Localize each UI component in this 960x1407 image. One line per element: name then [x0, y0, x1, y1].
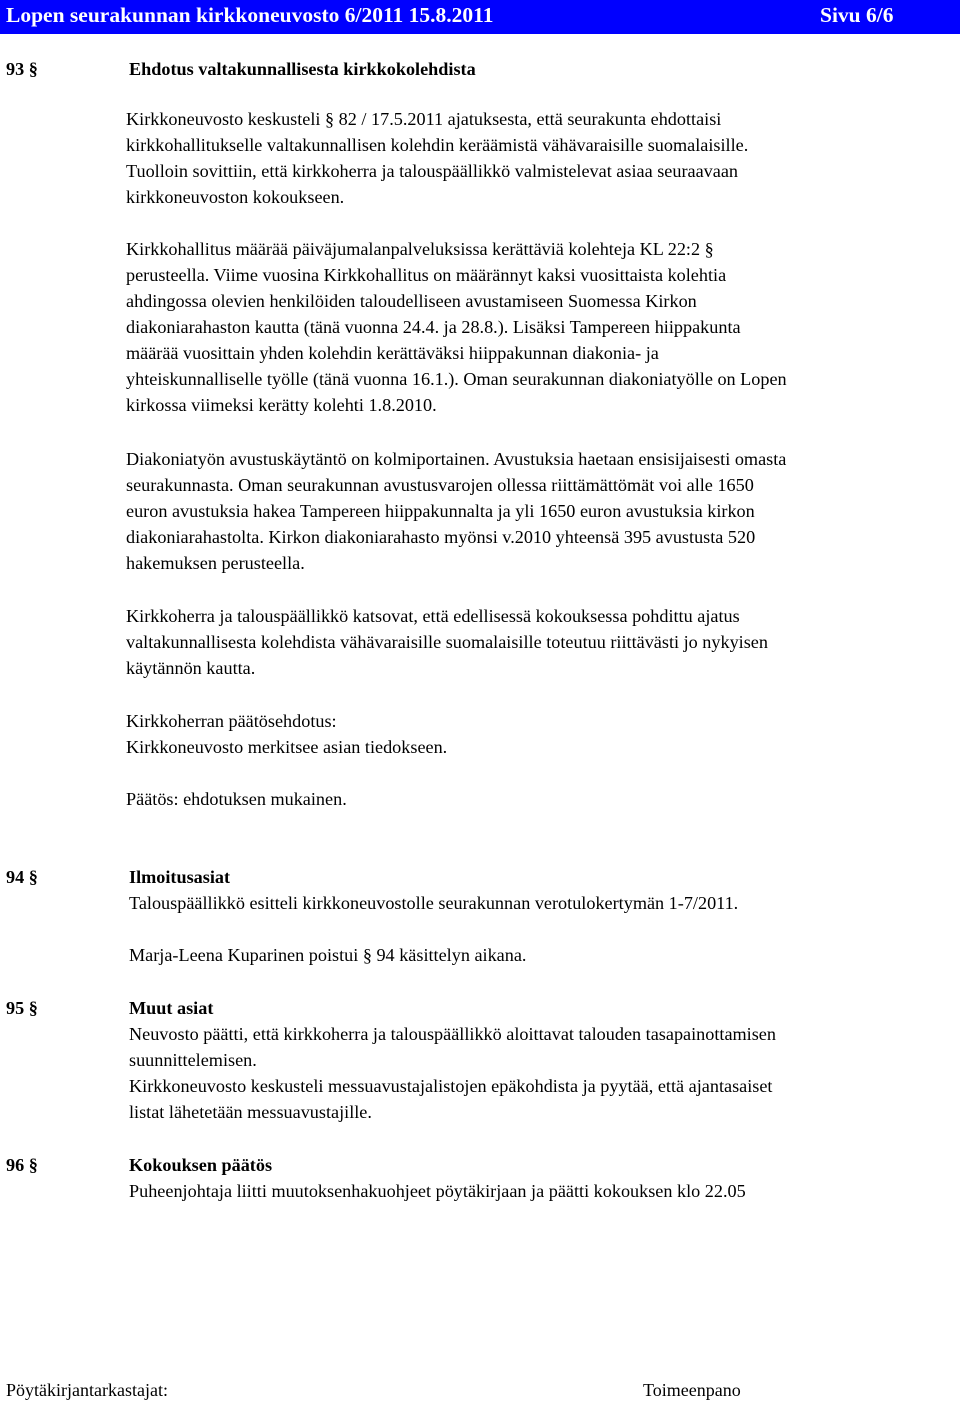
section-number: 96 § — [6, 1155, 38, 1175]
paragraph-line: kirkkoneuvoston kokoukseen. — [126, 187, 345, 207]
paragraph-line: ahdingossa olevien henkilöiden taloudelliseen avustamiseen Suomessa Kirkon — [126, 291, 697, 311]
decision-text: Päätös: ehdotuksen mukainen. — [126, 789, 347, 809]
paragraph-line: seurakunnasta. Oman seurakunnan avustusvarojen ollessa riittämättömät voi alle 1650 — [126, 475, 754, 495]
section-title: Ehdotus valtakunnallisesta kirkkokolehdista — [129, 59, 476, 79]
paragraph-line: valtakunnallisesta kolehdista vähävaraisille suomalaisille toteutuu riittävästi jo nykyisen — [126, 632, 768, 652]
header-title: Lopen seurakunnan kirkkoneuvosto 6/2011 15.8.2011 — [6, 3, 494, 27]
footer-execution-label: Toimeenpano — [643, 1380, 741, 1400]
header-page-number: Sivu 6/6 — [820, 3, 894, 27]
paragraph-line: määrää vuosittain yhden kolehdin kerättäväksi hiippakunnan diakonia- ja — [126, 343, 659, 363]
document-footer — [0, 1380, 960, 1407]
paragraph-line: Kirkkoherra ja talouspäällikkö katsovat, että edellisessä kokouksessa pohdittu ajatus — [126, 606, 740, 626]
paragraph-line: euron avustuksia hakea Tampereen hiippakunnalta ja yli 1650 euron avustuksia kirkon — [126, 501, 755, 521]
paragraph-line: diakoniarahaston kautta (tänä vuonna 24.4. ja 28.8.). Lisäksi Tampereen hiippakunta — [126, 317, 741, 337]
paragraph-line: hakemuksen perusteella. — [126, 553, 305, 573]
section-number: 93 § — [6, 59, 38, 79]
paragraph-line: kirkossa viimeksi kerätty kolehti 1.8.2010. — [126, 395, 437, 415]
section-title: Kokouksen päätös — [129, 1155, 273, 1175]
paragraph-line: Neuvosto päätti, että kirkkoherra ja talouspäällikkö aloittavat talouden tasapainottamisen — [129, 1024, 776, 1044]
paragraph-line: listat lähetetään messuavustajille. — [129, 1102, 372, 1122]
paragraph-line: Puheenjohtaja liitti muutoksenhakuohjeet pöytäkirjaan ja päätti kokouksen klo 22.05 — [129, 1181, 746, 1201]
paragraph-line: Kirkkoneuvosto keskusteli § 82 / 17.5.2011 ajatuksesta, että seurakunta ehdottaisi — [126, 109, 722, 129]
proposal-heading: Kirkkoherran päätösehdotus: — [126, 711, 337, 731]
paragraph-line: yhteiskunnalliselle työlle (tänä vuonna 16.1.). Oman seurakunnan diakoniatyölle on Lopen — [126, 369, 787, 389]
paragraph-line: suunnittelemisen. — [129, 1050, 257, 1070]
section-title: Ilmoitusasiat — [129, 867, 231, 887]
section-title: Muut asiat — [129, 998, 214, 1018]
paragraph-line: käytännön kautta. — [126, 658, 256, 678]
paragraph-line: Tuolloin sovittiin, että kirkkoherra ja talouspäällikkö valmistelevat asiaa seuraavaan — [126, 161, 738, 181]
paragraph-line: Diakoniatyön avustuskäytäntö on kolmiportainen. Avustuksia haetaan ensisijaisesti omasta — [126, 449, 787, 469]
paragraph-line: Marja-Leena Kuparinen poistui § 94 käsittelyn aikana. — [129, 945, 527, 965]
paragraph-line: Talouspäällikkö esitteli kirkkoneuvostolle seurakunnan verotulokertymän 1-7/2011. — [129, 893, 739, 913]
paragraph-line: Kirkkoneuvosto keskusteli messuavustajalistojen epäkohdista ja pyytää, että ajantasaiset — [129, 1076, 773, 1096]
section-number: 95 § — [6, 998, 38, 1018]
paragraph-line: kirkkohallitukselle valtakunnallisen kolehdin keräämistä vähävaraisille suomalaisille. — [126, 135, 749, 155]
paragraph-line: perusteella. Viime vuosina Kirkkohallitus on määrännyt kaksi vuosittaista kolehtia — [126, 265, 727, 285]
footer-reviewers-label: Pöytäkirjantarkastajat: — [6, 1380, 168, 1400]
proposal-text: Kirkkoneuvosto merkitsee asian tiedokseen. — [126, 737, 448, 757]
document-header — [0, 0, 960, 34]
paragraph-line: diakoniarahastolta. Kirkon diakoniarahasto myönsi v.2010 yhteensä 395 avustusta 520 — [126, 527, 756, 547]
section-number: 94 § — [6, 867, 38, 887]
paragraph-line: Kirkkohallitus määrää päiväjumalanpalveluksissa kerättäviä kolehteja KL 22:2 § — [126, 239, 714, 259]
